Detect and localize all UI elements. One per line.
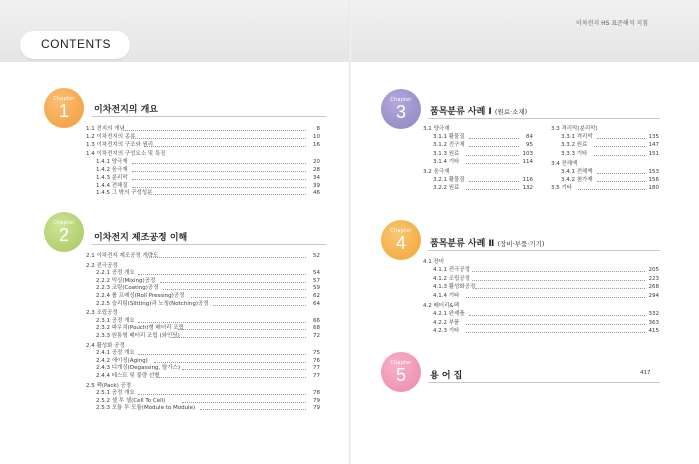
toc-entry[interactable] [96, 325, 320, 332]
toc-entry[interactable] [96, 190, 320, 197]
toc-entry-title: 3.2.1 활물질 [433, 177, 465, 184]
toc-entry[interactable] [433, 185, 533, 192]
toc-entry[interactable] [96, 175, 320, 182]
toc-entry[interactable] [96, 390, 320, 397]
toc-entry-title: 2.4.4 테스트 및 불량 선별 [96, 373, 160, 379]
toc-page-number: 205 [648, 267, 659, 274]
toc-entry[interactable] [96, 293, 320, 300]
toc-page-number: 66 [313, 317, 320, 324]
toc-entry[interactable] [86, 263, 320, 270]
toc-entry-title: 3.4 전해액 [551, 160, 578, 167]
toc-leader-dots [469, 138, 519, 139]
toc-entry-title: 2.3 조립공정 [86, 310, 118, 317]
toc-leader-dots [160, 282, 306, 283]
chapter-5-page-number: 417 [640, 370, 651, 376]
toc-entry[interactable] [96, 278, 320, 285]
toc-entry-title: 2.2.3 코팅(Coating)공정 [96, 285, 159, 292]
toc-page-number: 180 [648, 185, 659, 192]
toc-page-number: 84 [526, 134, 533, 141]
toc-page-number: 62 [313, 293, 320, 299]
toc-entry-title: 4.2.3 기타 [433, 328, 460, 335]
chapter-5-rule [428, 382, 660, 383]
toc-leader-dots [597, 181, 645, 182]
toc-entry[interactable] [96, 405, 320, 412]
toc-entry-title: 3.2 음극재 [423, 169, 450, 175]
toc-leader-dots [466, 297, 645, 298]
toc-leader-dots [138, 322, 306, 323]
toc-entry[interactable] [86, 134, 320, 141]
toc-leader-dots [178, 329, 306, 330]
chapter-number: 2 [58, 225, 69, 245]
chapter-label: Chapter [53, 220, 75, 226]
toc-page-number: 103 [522, 150, 533, 157]
toc-entry[interactable] [433, 328, 659, 335]
toc-entry-title: 2.5.3 모듈 투 모듈(Module to Module) [96, 405, 196, 412]
toc-leader-dots [472, 271, 645, 272]
toc-entry-title: 1.3 이차전지의 구조와 원리 [86, 141, 154, 148]
toc-entry-title: 3.1.1 활물질 [433, 134, 465, 141]
toc-leader-dots [154, 362, 306, 363]
toc-entry[interactable] [423, 169, 533, 176]
toc-entry[interactable] [433, 293, 659, 300]
toc-entry-title: 4.1 장비 [423, 259, 445, 265]
toc-entry[interactable] [433, 311, 659, 318]
toc-entry-title: 1.4.3 분리막 [96, 174, 128, 181]
chapter-1-title[interactable]: 이차전지의 개요 [94, 105, 158, 115]
toc-page-number: 156 [648, 177, 659, 184]
toc-leader-dots [597, 173, 645, 174]
chapter-3-rule [428, 118, 660, 119]
toc-page-number: 52 [313, 253, 320, 259]
toc-entry-title: 3.3.3 기타 [561, 150, 588, 157]
toc-entry[interactable] [86, 142, 320, 149]
chapter-4-title[interactable] [430, 236, 544, 249]
chapter-label: Chapter [390, 97, 412, 103]
toc-leader-dots [151, 194, 307, 195]
toc-entry[interactable] [433, 151, 533, 158]
toc-entry-title: 1.4.4 전해질 [96, 182, 128, 189]
chapter-number: 4 [395, 233, 406, 253]
toc-entry-title: 3.2.2 원료 [433, 185, 460, 192]
toc-page-number: 151 [648, 150, 659, 157]
toc-leader-dots [125, 130, 306, 131]
toc-entry-title: 2.2.5 슬리팅(Slitting)과 노칭(Notching)공정 [96, 300, 209, 307]
toc-entry[interactable] [96, 270, 320, 277]
toc-entry[interactable] [96, 159, 320, 166]
book-spine [349, 0, 351, 464]
toc-entry-title: 4.1.2 조립공정 [433, 275, 470, 282]
toc-page-number: 20 [313, 159, 320, 166]
toc-leader-dots [472, 280, 645, 281]
toc-leader-dots [466, 163, 519, 164]
toc-entry[interactable] [423, 259, 659, 266]
toc-entry[interactable] [561, 134, 659, 141]
chapter-1-rule [92, 116, 326, 117]
toc-leader-dots [578, 189, 645, 190]
toc-entry[interactable] [433, 142, 533, 149]
chapter-number: 3 [395, 102, 406, 122]
toc-leader-dots [466, 155, 519, 156]
toc-page-number: 76 [313, 357, 320, 364]
toc-entry-title: 2.1 이차전지 제조공정 개략도 [86, 253, 159, 259]
toc-page-number: 78 [313, 390, 320, 397]
toc-page-number: 79 [313, 397, 320, 404]
toc-entry-title: 3.3.2 원료 [561, 142, 588, 149]
toc-entry-title: 3.4.2 첨가제 [561, 177, 593, 184]
toc-page-number: 147 [648, 142, 659, 149]
toc-entry[interactable] [433, 177, 533, 184]
toc-leader-dots [597, 138, 645, 139]
chapter-number: 5 [395, 365, 406, 385]
toc-entry[interactable] [561, 177, 659, 184]
toc-entry-title: 4.2.2 부품 [433, 319, 460, 326]
toc-entry-title: 1.4 이차전지의 구성요소 및 특징 [86, 151, 166, 158]
toc-page-number: 79 [313, 405, 320, 412]
toc-leader-dots [191, 297, 306, 298]
toc-entry-title: 1.4.1 양극재 [96, 159, 128, 166]
toc-entry[interactable] [86, 383, 320, 390]
toc-entry[interactable] [86, 126, 320, 133]
toc-page-number: 77 [313, 365, 320, 372]
toc-page-number: 116 [522, 177, 533, 184]
toc-page-number: 332 [648, 311, 659, 318]
chapter-2-rule [92, 244, 326, 245]
toc-leader-dots [469, 315, 645, 316]
toc-leader-dots [594, 146, 645, 147]
chapter-3-title-text: 품목분류 사례 Ⅰ [430, 107, 492, 117]
toc-page-number: 114 [522, 158, 533, 165]
toc-entry-title: 1.1 전지의 개념 [86, 126, 125, 132]
toc-leader-dots [200, 409, 306, 410]
toc-entry[interactable] [433, 276, 659, 283]
toc-page-number: 39 [313, 182, 320, 189]
toc-entry[interactable] [96, 333, 320, 340]
contents-title: CONTENTS [41, 37, 111, 51]
toc-page-number: 68 [313, 325, 320, 332]
chapter-4-subtitle: (장비·부품·기기) [497, 240, 545, 248]
toc-page-number: 46 [313, 190, 320, 197]
toc-leader-dots [131, 138, 306, 139]
toc-page-number: 75 [313, 350, 320, 357]
toc-leader-dots [132, 179, 306, 180]
chapter-2-badge[interactable] [44, 212, 84, 252]
toc-entry-title: 2.4.2 에이징(Aging) [96, 357, 148, 364]
toc-page-number: 16 [313, 141, 320, 148]
toc-entry-title: 2.2 전극공정 [86, 262, 118, 269]
toc-page-number: 77 [313, 373, 320, 379]
toc-leader-dots [138, 274, 306, 275]
chapter-4-rule [428, 250, 660, 251]
toc-entry-title: 3.4.1 전해액 [561, 169, 593, 175]
toc-entry-title: 4.1.3 활성화공정 [433, 284, 476, 291]
toc-leader-dots [132, 163, 306, 164]
toc-entry[interactable] [86, 343, 320, 350]
toc-entry[interactable] [86, 151, 320, 158]
toc-entry[interactable] [96, 183, 320, 190]
toc-entry[interactable] [96, 358, 320, 365]
toc-page-number: 72 [313, 333, 320, 339]
toc-entry-title: 3.3.1 격리막 [561, 134, 593, 141]
toc-page-number: 153 [648, 169, 659, 175]
toc-leader-dots [157, 377, 306, 378]
toc-entry-title: 1.4.2 음극재 [96, 167, 128, 173]
toc-entry[interactable] [96, 167, 320, 174]
toc-page-number: 268 [648, 284, 659, 291]
toc-entry[interactable] [551, 185, 659, 192]
toc-entry-title: 4.2 배터리&팩 [423, 303, 460, 309]
toc-entry[interactable] [433, 267, 659, 274]
chapter-2-title[interactable]: 이차전지 제조공정 이해 [94, 233, 188, 243]
toc-leader-dots [144, 146, 306, 147]
toc-page-number: 8 [316, 126, 320, 132]
chapter-3-badge[interactable] [381, 89, 421, 129]
toc-entry[interactable] [423, 303, 659, 310]
toc-entry[interactable] [96, 373, 320, 380]
toc-leader-dots [182, 369, 307, 370]
toc-leader-dots [138, 394, 306, 395]
toc-leader-dots [213, 305, 307, 306]
toc-page-number: 95 [526, 142, 533, 149]
toc-entry-title: 4.1.4 기타 [433, 292, 460, 299]
chapter-1-badge[interactable] [44, 88, 84, 128]
toc-entry[interactable] [433, 284, 659, 291]
toc-leader-dots [469, 181, 519, 182]
chapter-4-badge[interactable] [381, 220, 421, 260]
running-header: 이차전지 HS 표준해석 지침 [576, 20, 649, 27]
toc-entry-title: 3.1.2 전구체 [433, 142, 465, 149]
toc-entry-title: 4.2.1 완제품 [433, 311, 465, 318]
toc-entry[interactable] [96, 365, 320, 372]
toc-page-number: 135 [648, 134, 659, 141]
toc-entry-title: 1.4.5 그 밖의 구성성분 [96, 190, 153, 197]
toc-entry[interactable] [96, 301, 320, 308]
toc-entry[interactable] [96, 398, 320, 405]
chapter-5-title[interactable]: 용 어 집 [430, 371, 463, 381]
chapter-3-subtitle: (원료·소재) [494, 108, 528, 116]
toc-entry-title: 3.1.4 기타 [433, 158, 460, 165]
toc-entry-title: 2.5.1 공정 개요 [96, 390, 135, 397]
toc-entry-title: 2.2.4 롤 프레싱(Roll Pressing)공정 [96, 293, 185, 299]
chapter-5-page [640, 370, 651, 376]
toc-entry[interactable] [96, 350, 320, 357]
toc-page-number: 294 [648, 292, 659, 299]
toc-entry[interactable] [561, 142, 659, 149]
toc-entry[interactable] [561, 151, 659, 158]
toc-entry-title: 2.3.1 공정 개요 [96, 317, 135, 324]
toc-entry-title: 2.5.2 셀 투 셀(Cell To Cell) [96, 397, 166, 404]
chapter-number: 1 [58, 101, 69, 121]
toc-leader-dots [182, 402, 307, 403]
toc-page-number: 57 [313, 277, 320, 284]
toc-entry-title: 4.1.1 전극공정 [433, 267, 470, 274]
toc-leader-dots [163, 289, 306, 290]
toc-leader-dots [138, 354, 306, 355]
toc-entry[interactable] [96, 285, 320, 292]
toc-entry-title: 2.2.2 믹싱(Mixing)공정 [96, 277, 156, 284]
chapter-label: Chapter [390, 228, 412, 234]
toc-leader-dots [475, 288, 645, 289]
toc-leader-dots [469, 146, 519, 147]
toc-leader-dots [132, 171, 306, 172]
toc-entry-title: 3.1.3 원료 [433, 150, 460, 157]
toc-entry-title: 3.5 기타 [551, 185, 573, 192]
toc-entry-title: 2.5 팩(Pack) 공정 [86, 382, 132, 389]
toc-entry[interactable] [551, 126, 659, 133]
toc-page-number: 132 [522, 185, 533, 192]
toc-entry[interactable] [86, 253, 320, 260]
toc-leader-dots [132, 187, 306, 188]
toc-leader-dots [466, 189, 519, 190]
toc-leader-dots [466, 332, 645, 333]
toc-entry[interactable] [433, 134, 533, 141]
toc-page-number: 59 [313, 285, 320, 292]
chapter-label: Chapter [390, 360, 412, 366]
toc-entry[interactable] [433, 159, 533, 166]
chapter-4-title-text: 품목분류 사례 Ⅱ [430, 239, 495, 249]
chapter-5-badge[interactable] [381, 352, 421, 392]
toc-page-number: 10 [313, 133, 320, 140]
toc-entry-title: 2.4 활성화 공정 [86, 342, 125, 349]
toc-entry[interactable] [433, 320, 659, 327]
toc-entry-title: 3.3 격리막(분리막) [551, 126, 598, 132]
toc-entry-title: 2.4.1 공정 개요 [96, 350, 135, 357]
toc-entry-title: 1.2 이차전지의 종류 [86, 133, 136, 140]
toc-page-number: 363 [648, 319, 659, 326]
toc-leader-dots [466, 324, 645, 325]
toc-page-number: 223 [648, 275, 659, 282]
toc-entry-title: 2.3.2 파우치(Pouch)형 배터리 조립 [96, 325, 184, 332]
chapter-3-title[interactable] [430, 104, 527, 117]
toc-page-number: 28 [313, 167, 320, 173]
chapter-label: Chapter [53, 96, 75, 102]
toc-leader-dots [594, 155, 645, 156]
toc-page-number: 415 [648, 328, 659, 335]
toc-entry-title: 2.4.3 디개싱(Degassing, 탈가스) [96, 365, 181, 372]
toc-leader-dots [147, 257, 306, 258]
toc-page-number: 34 [313, 174, 320, 181]
toc-page-number: 64 [313, 300, 320, 307]
toc-entry[interactable] [86, 310, 320, 317]
toc-entry[interactable] [96, 318, 320, 325]
toc-leader-dots [172, 337, 306, 338]
toc-entry-title: 3.1 양극재 [423, 126, 450, 132]
toc-entry-title: 2.2.1 공정 개요 [96, 270, 135, 277]
toc-entry[interactable] [561, 169, 659, 176]
toc-entry[interactable] [551, 161, 659, 168]
toc-entry-title: 2.3.3 원통형 배터리 조립 (와인딩) [96, 333, 180, 339]
toc-page-number: 54 [313, 270, 320, 277]
toc-entry[interactable] [423, 126, 533, 133]
